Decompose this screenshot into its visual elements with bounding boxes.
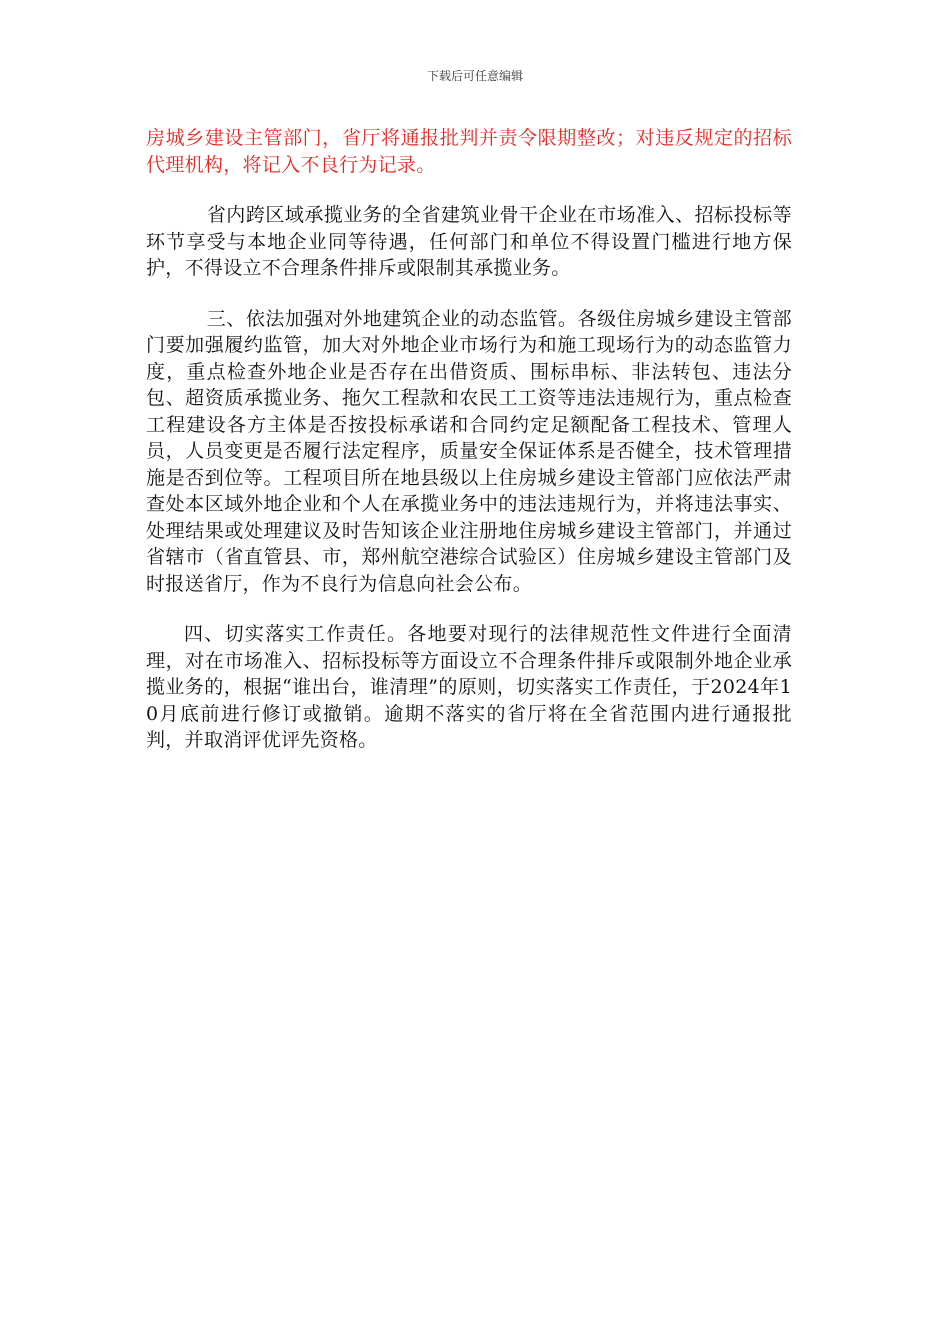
paragraph-section-three: 三、依法加强对外地建筑企业的动态监管。各级住房城乡建设主管部门要加强履约监管，加大对外地企业市场行为和施工现场行为的动态监管力度，重点检查外地企业是否存在出借资质、围标串标、非法转包、违法分包、超资质承揽业务、拖欠工程款和农民工工资等违法违规行为，重点检查工程建设各方主体是否按投标承诺和合同约定足额配备工程技术、管理人员，人员变更是否履行法定程序，质量安全保证体系是否健全，技术管理措施是否到位等。工程项目所在地县级以上住房城乡建设主管部门应依法严肃查处本区域外地企业和个人在承揽业务中的违法违规行为，并将违法事实、处理结果或处理建议及时告知该企业注册地住房城乡建设主管部门，并通过省辖市（省直管县、市，郑州航空港综合试验区）住房城乡建设主管部门及时报送省厅，作为不良行为信息向社会公布。 [146, 307, 792, 595]
document-body [146, 125, 792, 778]
paragraph-section-four: 四、切实落实工作责任。各地要对现行的法律规范性文件进行全面清理，对在市场准入、招标投标等方面设立不合理条件排斥或限制外地企业承揽业务的，根据“谁出台，谁清理”的原则，切实落实工作责任，于2024年10月底前进行修订或撤销。逾期不落实的省厅将在全省范围内进行通报批判，并取消评优评先资格。 [146, 623, 792, 751]
paragraph-equal-treatment: 省内跨区域承揽业务的全省建筑业骨干企业在市场准入、招标投标等环节享受与本地企业同等待遇，任何部门和单位不得设置门槛进行地方保护，不得设立不合理条件排斥或限制其承揽业务。 [146, 204, 792, 279]
page-header-note: 下载后可任意编辑 [426, 69, 523, 83]
paragraph-penalty-notice: 房城乡建设主管部门，省厅将通报批判并责令限期整改；对违反规定的招标代理机构，将记入不良行为记录。 [146, 127, 792, 176]
